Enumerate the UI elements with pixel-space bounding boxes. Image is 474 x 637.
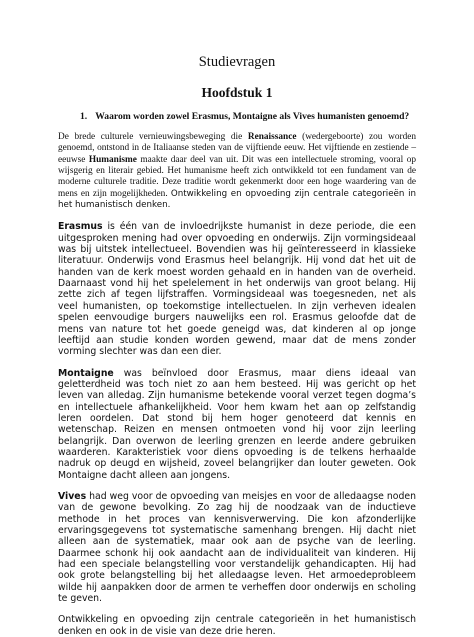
erasmus-name: Erasmus bbox=[58, 221, 103, 233]
intro-paragraph bbox=[58, 132, 416, 211]
question-number: 1. bbox=[80, 111, 88, 122]
erasmus-text: is één van de invloedrijkste humanist in deze periode, die een uitgesproken mening had over opvoeding en onderwijs. Zijn vormingsideaal was bij uitstek intellectueel. Bovendien was hij geïnteresseerd in klassieke literatuur. Onderwijs vond Erasmus heel belangrijk. Hij vond dat het uit de handen van de kerk moest worden gehaald en in handen van de overheid. Daarnaast vond hij het spelelement in het onderwijs van groot belang. Hij zette zich af tegen lijfstraffen. Vormingsideaal was toegesneden, net als veel humanisten, op toekomstige intellectuelen. In zijn verheven idealen spelen eenvoudige burgers nauwelijks een rol. Erasmus geloofde dat de mens van nature tot het goede geneigd was, dat kinderen al op jonge leeftijd aan studie konden worden gewend, maar dat de mens zonder vorming slechter was dan een dier. bbox=[58, 221, 416, 358]
montaigne-text: was beïnvloed door Erasmus, maar diens ideaal van geletterdheid was toch niet zo aan hem besteed. Hij was gericht op het leven van alledag. Zijn humanisme betekende vooral verzet tegen dogma’s en intellectuele afhankelijkheid. Voor hem kwam het aan op zelfstandig leren oordelen. Dat stond bij hem hoger genoteerd dat kennis en wetenschap. Reizen en mensen ontmoeten vond hij voor zijn leerling belangrijk. Dan overwon de leerling grenzen en leerde andere gebruiken waarderen. Karakteristiek voor diens opvoeding is de telkens herhaalde nadruk op deugd en wijsheid, zoveel belangrijker dan louter geweten. Ook Montaigne dacht alleen aan jongens. bbox=[58, 367, 416, 481]
intro-text-c: (wedergeboorte) zou worden genoemd, ontstond in de Italiaanse steden van de vijftiende eeuw. Het vijftiende en zestiende –eeuwse bbox=[58, 132, 416, 165]
intro-text-a: De brede culturele vernieuwingsbeweging die bbox=[58, 132, 248, 142]
vives-text: had weg voor de opvoeding van meisjes en voor de alledaagse noden van de gewone bevolking. Zo zag hij de noodzaak van de inductieve methode in het proces van kennisverwerving. Die kon afzonderlijke ervaringsgegevens tot systematische samenhang brengen. Hij dacht niet alleen aan de systematiek, maar ook aan de psyche van de leerling. Daarmee schonk hij ook aandacht aan de individualiteit van kinderen. Hij had een speciale belangstelling voor verstandelijk gehandicapten. Hij had ook grote belangstelling bij het alledaagse leven. Het armoedeprobleem wilde hij aanpakken door de armen te verheffen door onderwijs en scholing te geven. bbox=[58, 490, 416, 605]
intro-text-e: maakte daar deel van uit. Dit was een intellectuele stroming, vooral op wijsgerig en literair gebied. Het humanisme heeft zich ontwikkeld tot een fundament van de moderne culturele traditie. Deze traditie wordt gekenmerkt door een hoge waardering van de mens en zijn mogelijkheden. bbox=[58, 154, 416, 199]
erasmus-paragraph bbox=[58, 221, 416, 357]
question-heading bbox=[58, 111, 416, 122]
conclusion-paragraph: Ontwikkeling en opvoeding zijn centrale categorieën in het humanistisch denken en ook in de visie van deze drie heren. bbox=[58, 614, 416, 637]
montaigne-paragraph bbox=[58, 368, 416, 481]
document-title: Studievragen bbox=[198, 54, 276, 70]
vives-name: Vives bbox=[58, 490, 87, 502]
montaigne-name: Montaigne bbox=[58, 367, 114, 379]
vives-paragraph bbox=[58, 491, 416, 604]
renaissance-term: Renaissance bbox=[247, 132, 297, 142]
humanisme-term: Humanisme bbox=[88, 154, 137, 165]
chapter-heading: Hoofdstuk 1 bbox=[201, 85, 273, 100]
question-text: Waarom worden zowel Erasmus, Montaigne als Vives humanisten genoemd? bbox=[95, 111, 410, 122]
intro-text-f: Ontwikkeling en opvoeding zijn centrale categorieën in het humanistisch denken. bbox=[58, 188, 417, 211]
